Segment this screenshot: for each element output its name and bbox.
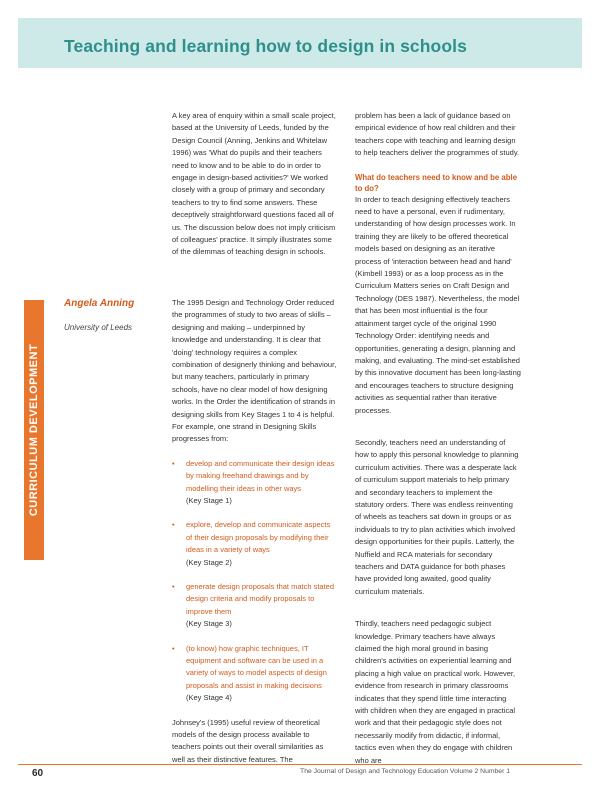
footer-rule <box>18 764 582 765</box>
paragraph: The 1995 Design and Technology Order reduced the programmes of study to two areas of skills – designing and making – underpinned by knowledge and understanding. It is clear that 'doing' technology requires a complex combination of designerly thinking and behaviour, but many teachers, particularly in primary schools, have no clear model of how designing works. In the Order the identification of strands in designing skills from Key Stages 1 to 4 is helpful. For example, one strand in Designing Skills progresses from: <box>172 297 337 444</box>
paragraph: In order to teach designing effectively teachers need to have a personal, even if rudimentary, understanding of how design processes work. In training they are likely to be offered theoretical models based on designing as an iterative process of 'interaction between head and hand' (Kimbell 1993) or as a loop process as in the Curriculum Matters series on Craft Design and Technology (DES 1987). Nevertheless, the model that has been most influential is the four attainment target cycle of the original 1990 Technology Order: identifying needs and opportunities, generating a design, planning and making, and evaluating. The mind-set established by this innovative document has been long-lasting and encourages teachers to structure designing activities as sequential rather than iterative processes. <box>355 194 521 415</box>
text-column-2 <box>355 110 521 779</box>
section-subheading: What do teachers need to know and be able to do? <box>355 172 518 193</box>
paragraph: A key area of enquiry within a small scale project, based at the University of Leeds, funded by the Design Council (Anning, Jenkins and Whitelaw 1996) was 'What do pupils and their teachers need to know and to be able to do in order to engage in design-based activities?' We worked closely with a group of primary and secondary teachers to try to find some answers. These deceptively straightforward questions faced all of us. The discussion below does not imply criticism of colleagues' practice. It simply illustrates some of the dilemmas of teaching design in schools. <box>172 111 336 257</box>
author-affiliation: University of Leeds <box>64 323 133 332</box>
bullet-icon: • <box>172 643 175 653</box>
bullet-icon: • <box>172 458 175 468</box>
list-item: • generate design proposals that match stated design criteria and modify proposals to improve them (Key Stage 3) <box>172 582 335 629</box>
paragraph: Johnsey's (1995) useful review of theoretical models of the design process available to teachers points out their overall similarities as well as their distinctive features. The <box>172 717 324 764</box>
page-number: 60 <box>32 768 44 779</box>
paragraph: Secondly, teachers need an understanding of how to apply this personal knowledge to planning curriculum activities. There was a desperate lack of curriculum support materials to help primary and secondary teachers to implement the statutory orders. There was endless reinventing of wheels as teachers sat down in groups or as individuals to try to plan activities which involved design opportunities for their pupils. Latterly, the Nuffield and RCA materials for secondary teachers and DATA guidance for both phases have provided long awaited, good quality curriculum materials. <box>355 437 519 596</box>
bullet-icon: • <box>172 520 175 530</box>
author-name: Angela Anning <box>64 298 135 309</box>
journal-citation: The Journal of Design and Technology Education Volume 2 Number 1 <box>300 768 510 775</box>
paragraph: Thirdly, teachers need pedagogic subject knowledge. Primary teachers have always claimed the high moral ground in basing children's activities on experiential learning and placing a high value on practical work. However, evidence from research in primary classrooms indicates that they spend little time interacting with children when they are engaged in practical work and that their pedagogic style does not necessarily modify from didactic, if informal, tactics even when they do engage with children who are <box>355 619 516 765</box>
list-item: • develop and communicate their design ideas by making freehand drawings and by modelling their ideas in other ways (Key Stage 1) <box>172 458 335 505</box>
designing-skills-list <box>172 458 338 705</box>
text-column-1 <box>172 110 338 778</box>
list-item: • (to know) how graphic techniques, IT equipment and software can be used in a variety of ways to model aspects of design proposals and assist in making decisions (Key Stage 4) <box>172 643 327 703</box>
section-tab-label: CURRICULUM DEVELOPMENT <box>28 343 40 517</box>
paragraph: problem has been a lack of guidance based on empirical evidence of how real children and their teachers cope with teaching and learning design to help teachers deliver the programmes of study. <box>355 111 520 158</box>
list-item: • explore, develop and communicate aspects of their design proposals by modifying their ideas in a variety of ways (Key Stage 2) <box>172 520 331 567</box>
bullet-icon: • <box>172 582 175 591</box>
article-title: Teaching and learning how to design in schools <box>64 36 467 56</box>
